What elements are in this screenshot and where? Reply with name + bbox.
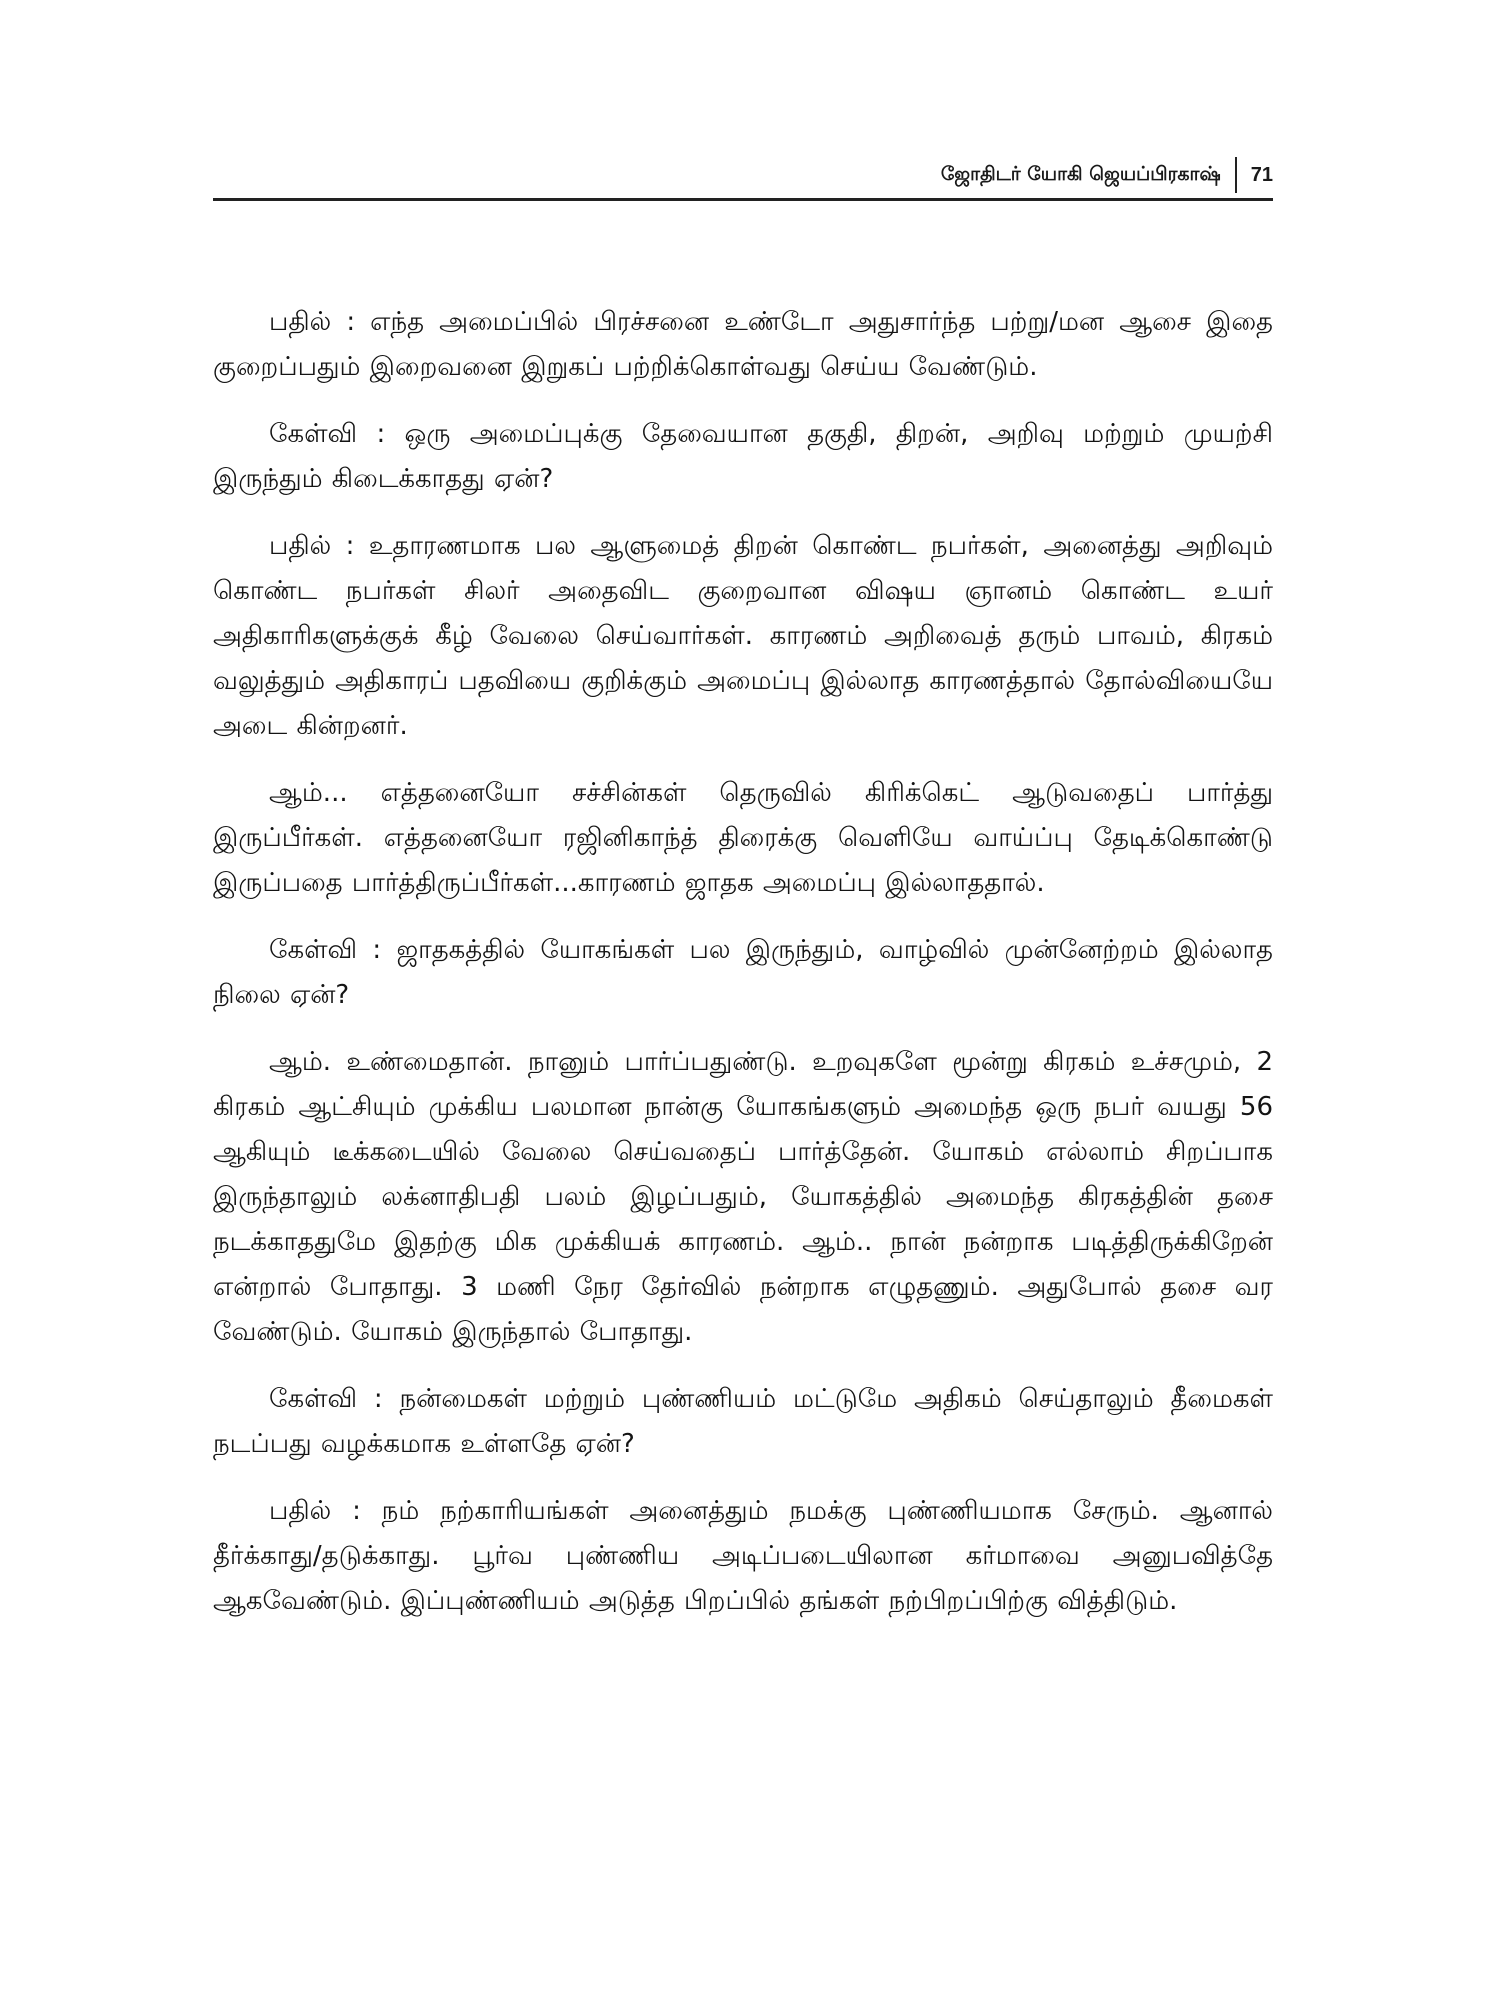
paragraph-answer-1: பதில் : எந்த அமைப்பில் பிரச்சனை உண்டோ அதுசார்ந்த பற்று/மன ஆசை இதை குறைப்பதும் இறைவனை இறுகப் பற்றிக்கொள்வது செய்ய வேண்டும்.: [213, 307, 1273, 382]
paragraph-answer-2-continued: ஆம்... எத்தனையோ சச்சின்கள் தெருவில் கிரிக்கெட் ஆடுவதைப் பார்த்து இருப்பீர்கள். எத்தனையோ ரஜினிகாந்த் திரைக்கு வெளியே வாய்ப்பு தேடிக்கொண்டு இருப்பதை பார்த்திருப்பீர்கள்...காரணம் ஜாதக அமைப்பு இல்லாததால்.: [213, 778, 1273, 898]
header-rule: [213, 198, 1273, 201]
running-header: [213, 152, 1273, 198]
paragraph-answer-2: பதில் : உதாரணமாக பல ஆளுமைத் திறன் கொண்ட நபர்கள், அனைத்து அறிவும் கொண்ட நபர்கள் சிலர் அதைவிட குறைவான விஷய ஞானம் கொண்ட உயர் அதிகாரிகளுக்குக் கீழ் வேலை செய்வார்கள். காரணம் அறிவைத் தரும் பாவம், கிரகம் வலுத்தும் அதிகாரப் பதவியை குறிக்கும் அமைப்பு இல்லாத காரணத்தால் தோல்வியையே அடை கின்றனர்.: [213, 531, 1273, 741]
running-header-author: ஜோதிடர் யோகி ஜெயப்பிரகாஷ்: [940, 162, 1221, 185]
page-number: 71: [1250, 163, 1273, 186]
paragraph-question-1: கேள்வி : ஒரு அமைப்புக்கு தேவையான தகுதி, திறன், அறிவு மற்றும் முயற்சி இருந்தும் கிடைக்காதது ஏன்?: [213, 419, 1273, 494]
paragraph-question-3: கேள்வி : நன்மைகள் மற்றும் புண்ணியம் மட்டுமே அதிகம் செய்தாலும் தீமைகள் நடப்பது வழக்கமாக உள்ளதே ஏன்?: [213, 1384, 1273, 1459]
paragraph-question-2: கேள்வி : ஜாதகத்தில் யோகங்கள் பல இருந்தும், வாழ்வில் முன்னேற்றம் இல்லாத நிலை ஏன்?: [213, 935, 1273, 1010]
paragraph-answer-4: பதில் : நம் நற்காரியங்கள் அனைத்தும் நமக்கு புண்ணியமாக சேரும். ஆனால் தீர்க்காது/தடுக்காது. பூர்வ புண்ணிய அடிப்படையிலான கர்மாவை அனுபவித்தே ஆகவேண்டும். இப்புண்ணியம் அடுத்த பிறப்பில் தங்கள் நற்பிறப்பிற்கு வித்திடும்.: [213, 1496, 1273, 1616]
body-text: [213, 300, 1273, 1646]
paragraph-answer-3: ஆம். உண்மைதான். நானும் பார்ப்பதுண்டு. உறவுகளே மூன்று கிரகம் உச்சமும், 2 கிரகம் ஆட்சியும் முக்கிய பலமான நான்கு யோகங்களும் அமைந்த ஒரு நபர் வயது 56 ஆகியும் டீக்கடையில் வேலை செய்வதைப் பார்த்தேன். யோகம் எல்லாம் சிறப்பாக இருந்தாலும் லக்னாதிபதி பலம் இழப்பதும், யோகத்தில் அமைந்த கிரகத்தின் தசை நடக்காததுமே இதற்கு மிக முக்கியக் காரணம். ஆம்.. நான் நன்றாக படித்திருக்கிறேன் என்றால் போதாது. 3 மணி நேர தேர்வில் நன்றாக எழுதணும். அதுபோல் தசை வர வேண்டும். யோகம் இருந்தால் போதாது.: [213, 1047, 1273, 1347]
